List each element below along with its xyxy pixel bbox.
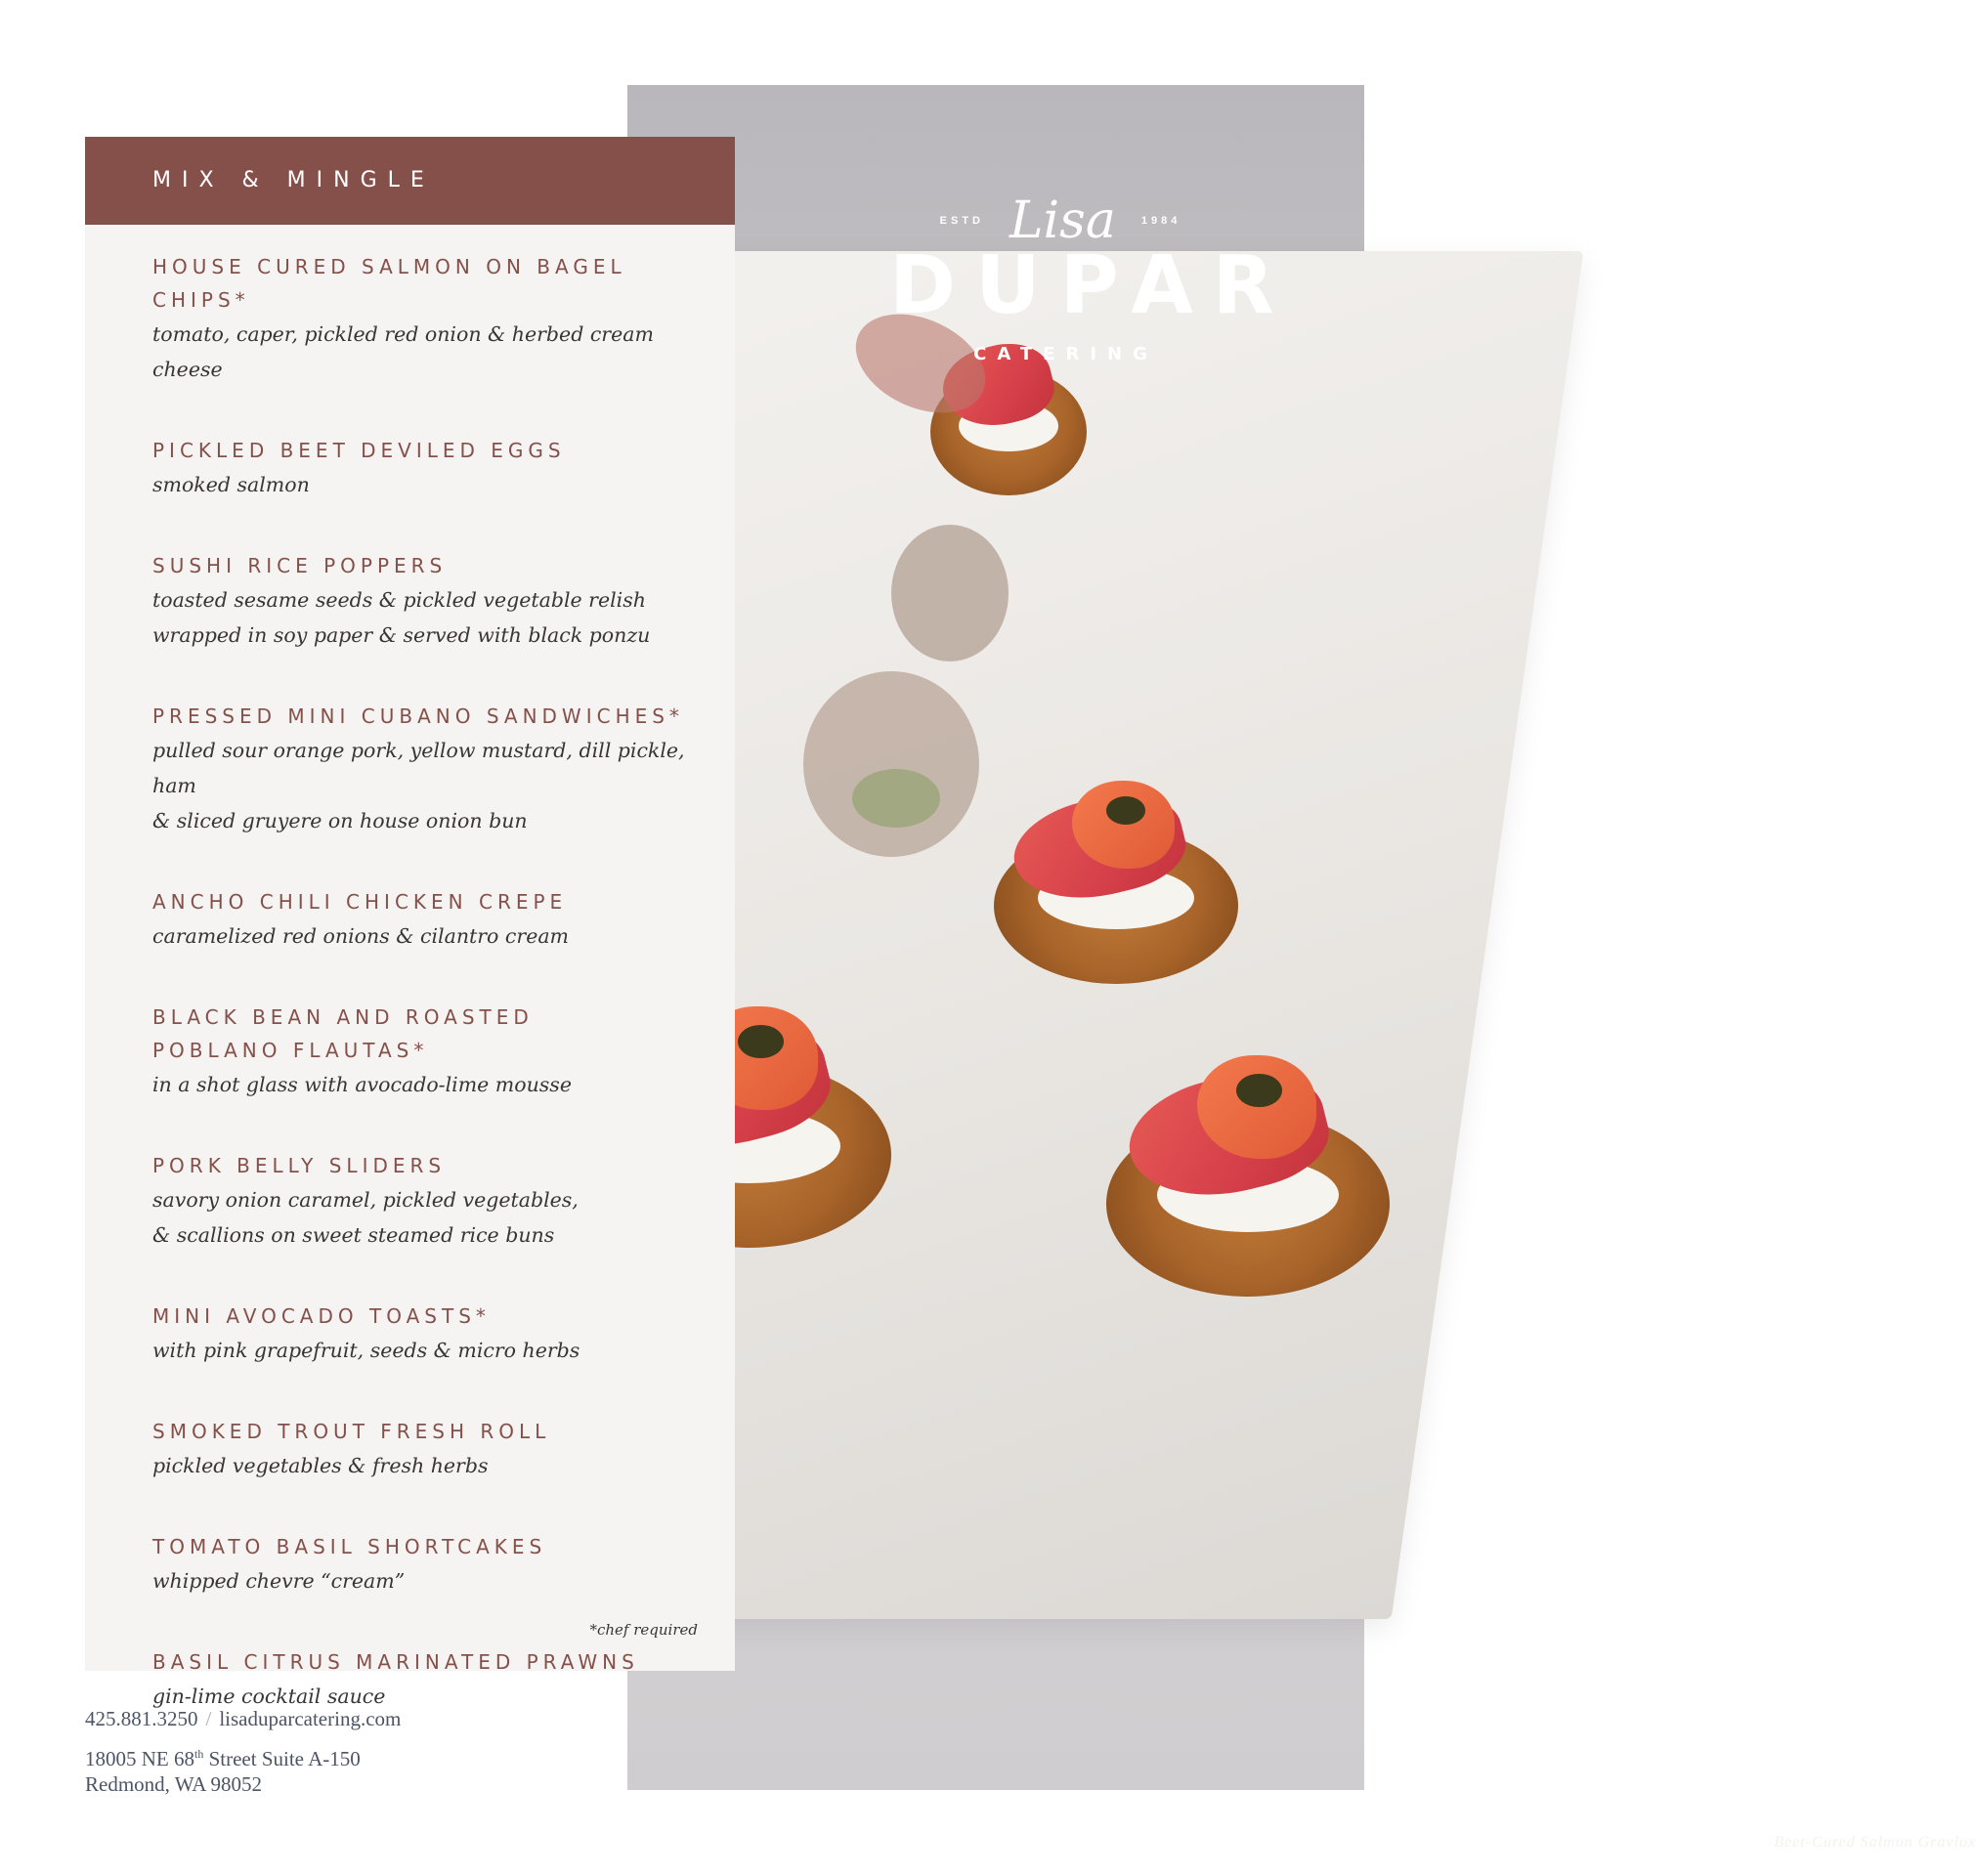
menu-item	[152, 1001, 698, 1102]
menu-item	[152, 549, 698, 653]
brand-estd: ESTD	[939, 215, 984, 227]
brand-year: 1984	[1140, 215, 1181, 227]
canape-middle-right	[994, 828, 1238, 984]
menu-item-name: BASIL CITRUS MARINATED PRAWNS	[152, 1650, 639, 1674]
menu-item-name: MINI AVOCADO TOASTS*	[152, 1304, 491, 1328]
menu-title: MIX & MINGLE	[85, 137, 735, 225]
menu-item-name: PRESSED MINI CUBANO SANDWICHES*	[152, 704, 684, 728]
menu-panel	[85, 137, 735, 1708]
canape-bottom-right	[1106, 1111, 1390, 1297]
contact-line	[85, 1704, 593, 1733]
menu-item	[152, 1149, 698, 1253]
address-suffix: th	[194, 1747, 204, 1761]
address-city: Redmond, WA 98052	[85, 1772, 263, 1796]
menu-item-name: PORK BELLY SLIDERS	[152, 1154, 447, 1177]
menu-item-name: BLACK BEAN AND ROASTED POBLANO FLAUTAS*	[152, 1005, 534, 1062]
menu-item-description: toasted sesame seeds & pickled vegetable relish wrapped in soy paper & served with black ponzu	[152, 588, 651, 647]
menu-item-name: TOMATO BASIL SHORTCAKES	[152, 1535, 547, 1558]
menu-item-name: SUSHI RICE POPPERS	[152, 554, 448, 577]
brand-script-name: Lisa	[1009, 192, 1116, 250]
herb-sprig	[852, 769, 940, 828]
menu-item-description: pickled vegetables & fresh herbs	[152, 1454, 489, 1477]
menu-item	[152, 250, 698, 387]
menu-item-description: smoked salmon	[152, 473, 310, 496]
menu-item-name: HOUSE CURED SALMON ON BAGEL CHIPS*	[152, 255, 626, 312]
menu-item	[152, 885, 698, 954]
menu-item-description: pulled sour orange pork, yellow mustard, dill pickle, ham & sliced gruyere on house onion bun	[152, 739, 685, 832]
menu-item-description: caramelized red onions & cilantro cream	[152, 924, 569, 948]
contact-footer	[85, 1704, 593, 1799]
menu-item-description: savory onion caramel, pickled vegetables, & scallions on sweet steamed rice buns	[152, 1188, 579, 1247]
menu-item	[152, 1530, 698, 1599]
chef-required-note: *chef required	[589, 1621, 698, 1639]
address-line	[85, 1739, 593, 1773]
herb-sprig	[803, 671, 979, 857]
brand-name: DUPAR	[889, 239, 1294, 332]
brand-logo	[870, 192, 1294, 365]
menu-item	[152, 1415, 698, 1483]
menu-item-description: gin-lime cocktail sauce	[152, 1684, 386, 1708]
separator: /	[205, 1707, 212, 1730]
website-link[interactable]: lisaduparcatering.com	[219, 1707, 402, 1730]
herb-sprig	[891, 525, 1009, 661]
address-suite: Street Suite A-150	[203, 1747, 361, 1770]
menu-item	[152, 434, 698, 502]
menu-item-name: PICKLED BEET DEVILED EGGS	[152, 439, 566, 462]
menu-item	[152, 700, 698, 838]
menu-item-description: tomato, caper, pickled red onion & herbed cream cheese	[152, 322, 654, 381]
menu-item-description: with pink grapefruit, seeds & micro herbs	[152, 1339, 580, 1362]
phone-number[interactable]: 425.881.3250	[85, 1707, 198, 1730]
brand-subtitle: CATERING	[973, 344, 1158, 365]
menu-item-name: ANCHO CHILI CHICKEN CREPE	[152, 890, 568, 914]
menu-item-description: whipped chevre “cream”	[152, 1569, 406, 1593]
menu-item	[152, 1300, 698, 1368]
menu-item-description: in a shot glass with avocado-lime mousse	[152, 1073, 572, 1096]
photo-caption: Beet-Cured Salmon Gravlox	[1774, 1834, 1976, 1851]
address-street: 18005 NE 68	[85, 1747, 194, 1770]
menu-item-name: SMOKED TROUT FRESH ROLL	[152, 1420, 551, 1443]
menu-items	[85, 250, 735, 1714]
